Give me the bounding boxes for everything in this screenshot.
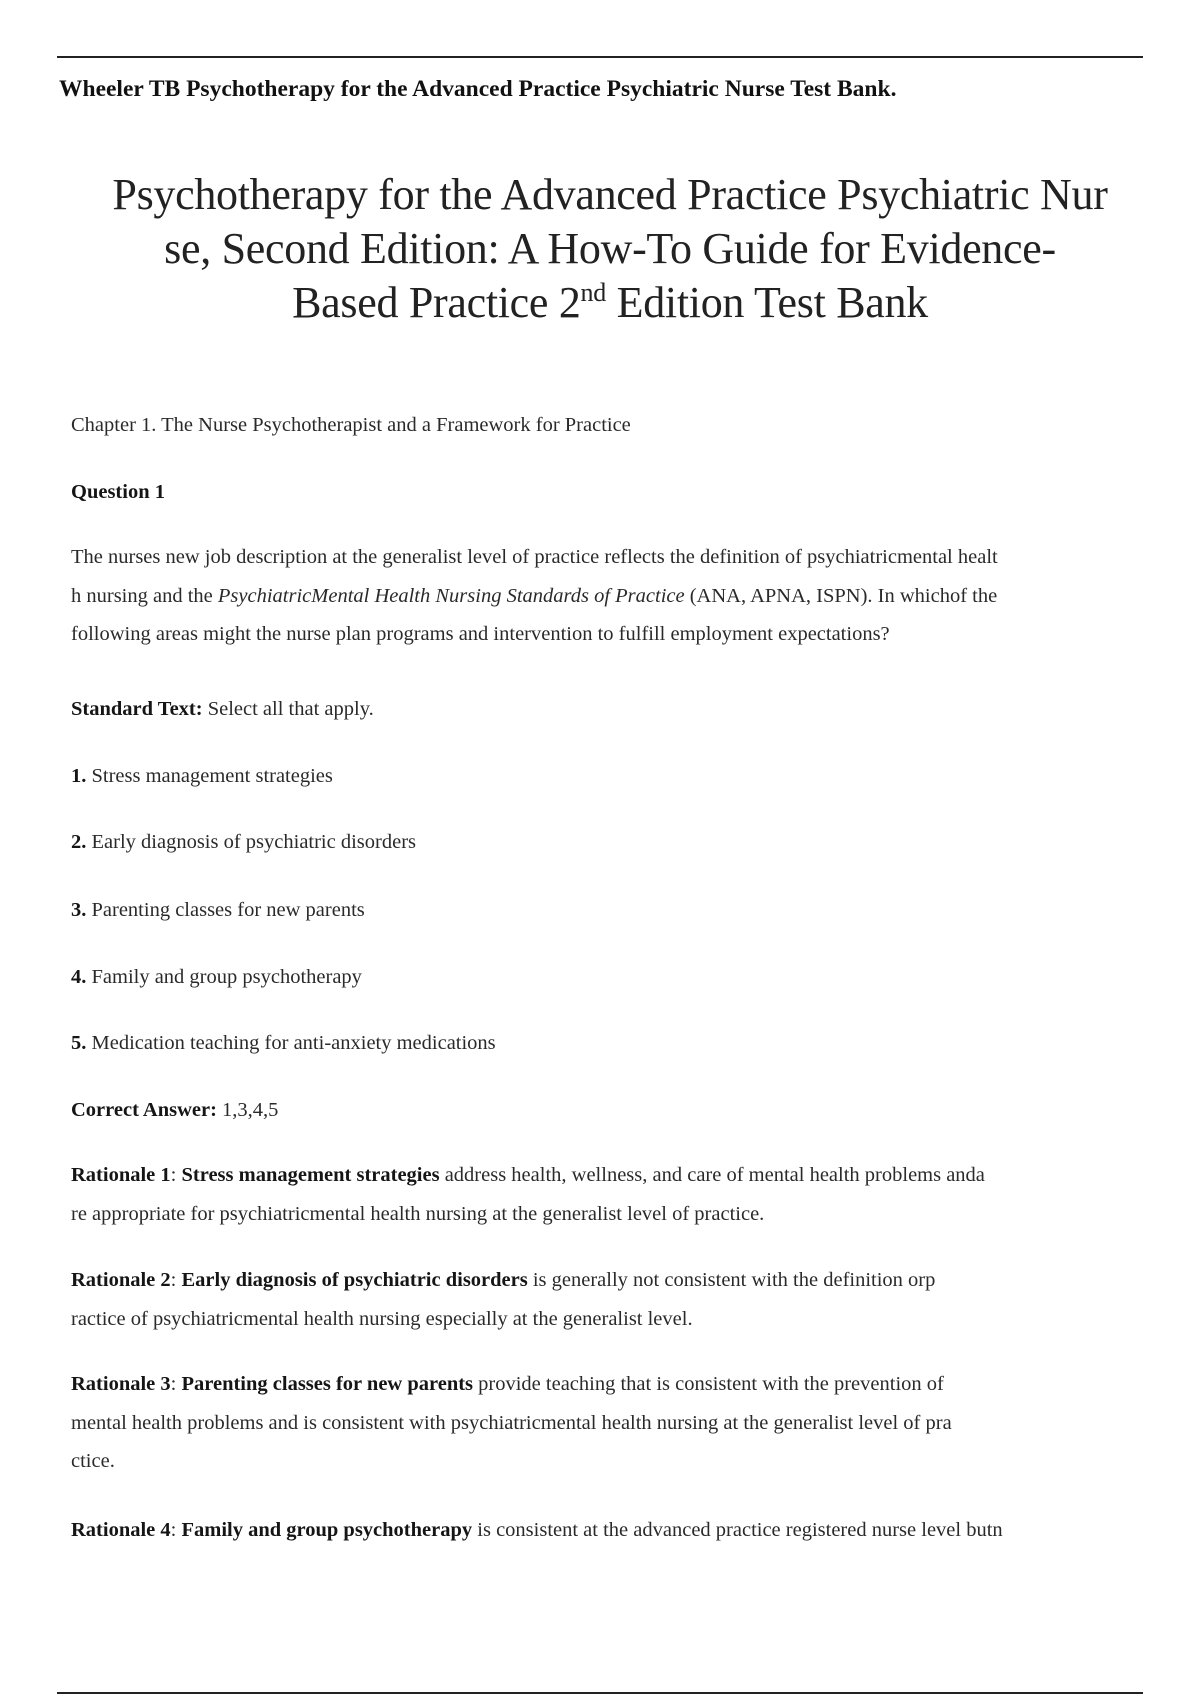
rationale-line: mental health problems and is consistent with psychiatricmental health nursing at the generalist level of pra <box>71 1411 952 1434</box>
rationale-label: Rationale 3 <box>71 1373 171 1395</box>
rationale-1 <box>71 1156 985 1233</box>
standard-text-label: Standard Text: <box>71 698 203 720</box>
correct-answer-label: Correct Answer: <box>71 1099 217 1121</box>
option-number: 1. <box>71 765 87 787</box>
option-number: 4. <box>71 966 87 988</box>
option-text: Family and group psychotherapy <box>86 966 362 988</box>
option-1 <box>71 765 333 788</box>
standard-text-value: Select all that apply. <box>202 698 374 720</box>
rationale-term: Stress management strategies <box>181 1164 440 1186</box>
rationale-text: is consistent at the advanced practice registered nurse level butn <box>472 1519 1003 1541</box>
rationale-separator: : <box>170 1519 182 1541</box>
option-text: Parenting classes for new parents <box>86 899 365 921</box>
rationale-separator: : <box>170 1373 182 1395</box>
option-3 <box>71 899 365 922</box>
stem-line-3: following areas might the nurse plan programs and intervention to fulfill employment expectations? <box>71 623 890 645</box>
standard-text <box>71 698 374 721</box>
title-line-3 <box>60 276 1160 330</box>
rationale-text: is generally not consistent with the definition orp <box>527 1269 936 1291</box>
chapter-heading: Chapter 1. The Nurse Psychotherapist and a Framework for Practice <box>71 414 631 436</box>
rationale-label: Rationale 4 <box>71 1519 171 1541</box>
rationale-line <box>71 1261 935 1300</box>
rationale-line <box>71 1365 952 1404</box>
title-line-3-post: Edition Test Bank <box>605 278 928 327</box>
option-text: Early diagnosis of psychiatric disorders <box>86 831 417 853</box>
question-heading: Question 1 <box>71 481 165 503</box>
rationale-text: address health, wellness, and care of mental health problems anda <box>439 1164 985 1186</box>
top-rule <box>57 56 1143 58</box>
stem-line-1: The nurses new job description at the generalist level of practice reflects the definition of psychiatricmental healt <box>71 546 998 568</box>
question-stem <box>71 538 998 654</box>
standards-title: PsychiatricMental Health Nursing Standards of Practice <box>217 584 685 607</box>
option-text: Medication teaching for anti-anxiety medications <box>86 1032 496 1054</box>
rationale-2 <box>71 1261 935 1338</box>
rationale-term: Early diagnosis of psychiatric disorders <box>181 1269 528 1291</box>
title-superscript: nd <box>580 278 606 307</box>
rationale-line: ctice. <box>71 1450 115 1472</box>
rationale-text: provide teaching that is consistent with the prevention of <box>473 1373 944 1395</box>
document-title <box>60 168 1160 330</box>
rationale-term: Family and group psychotherapy <box>181 1519 473 1541</box>
rationale-separator: : <box>170 1164 182 1186</box>
option-text: Stress management strategies <box>86 765 333 787</box>
stem-line-2-pre: h nursing and the <box>71 584 218 607</box>
rationale-3 <box>71 1365 952 1481</box>
rationale-line: re appropriate for psychiatricmental health nursing at the generalist level of practice. <box>71 1202 765 1225</box>
correct-answer-value: 1,3,4,5 <box>216 1099 279 1121</box>
title-line-2: se, Second Edition: A How-To Guide for Evidence- <box>164 224 1056 273</box>
stem-line-2 <box>71 577 998 616</box>
title-line-3-pre: Based Practice 2 <box>292 278 581 327</box>
title-line-1: Psychotherapy for the Advanced Practice Psychiatric Nur <box>112 170 1108 219</box>
option-number: 5. <box>71 1032 87 1054</box>
rationale-term: Parenting classes for new parents <box>181 1373 474 1395</box>
rationale-4 <box>71 1511 1003 1550</box>
rationale-line <box>71 1156 985 1195</box>
rationale-separator: : <box>170 1269 182 1291</box>
correct-answer <box>71 1099 278 1122</box>
option-number: 3. <box>71 899 87 921</box>
rationale-label: Rationale 2 <box>71 1269 171 1291</box>
rationale-line: ractice of psychiatricmental health nursing especially at the generalist level. <box>71 1307 693 1330</box>
running-header: Wheeler TB Psychotherapy for the Advanced Practice Psychiatric Nurse Test Bank. <box>59 76 897 102</box>
rationale-label: Rationale 1 <box>71 1164 171 1186</box>
option-4 <box>71 966 362 989</box>
stem-line-2-post: (ANA, APNA, ISPN). In whichof the <box>684 584 998 607</box>
rationale-line <box>71 1511 1003 1550</box>
option-2 <box>71 831 416 854</box>
bottom-rule <box>57 1692 1143 1694</box>
option-number: 2. <box>71 831 87 853</box>
option-5 <box>71 1032 496 1055</box>
